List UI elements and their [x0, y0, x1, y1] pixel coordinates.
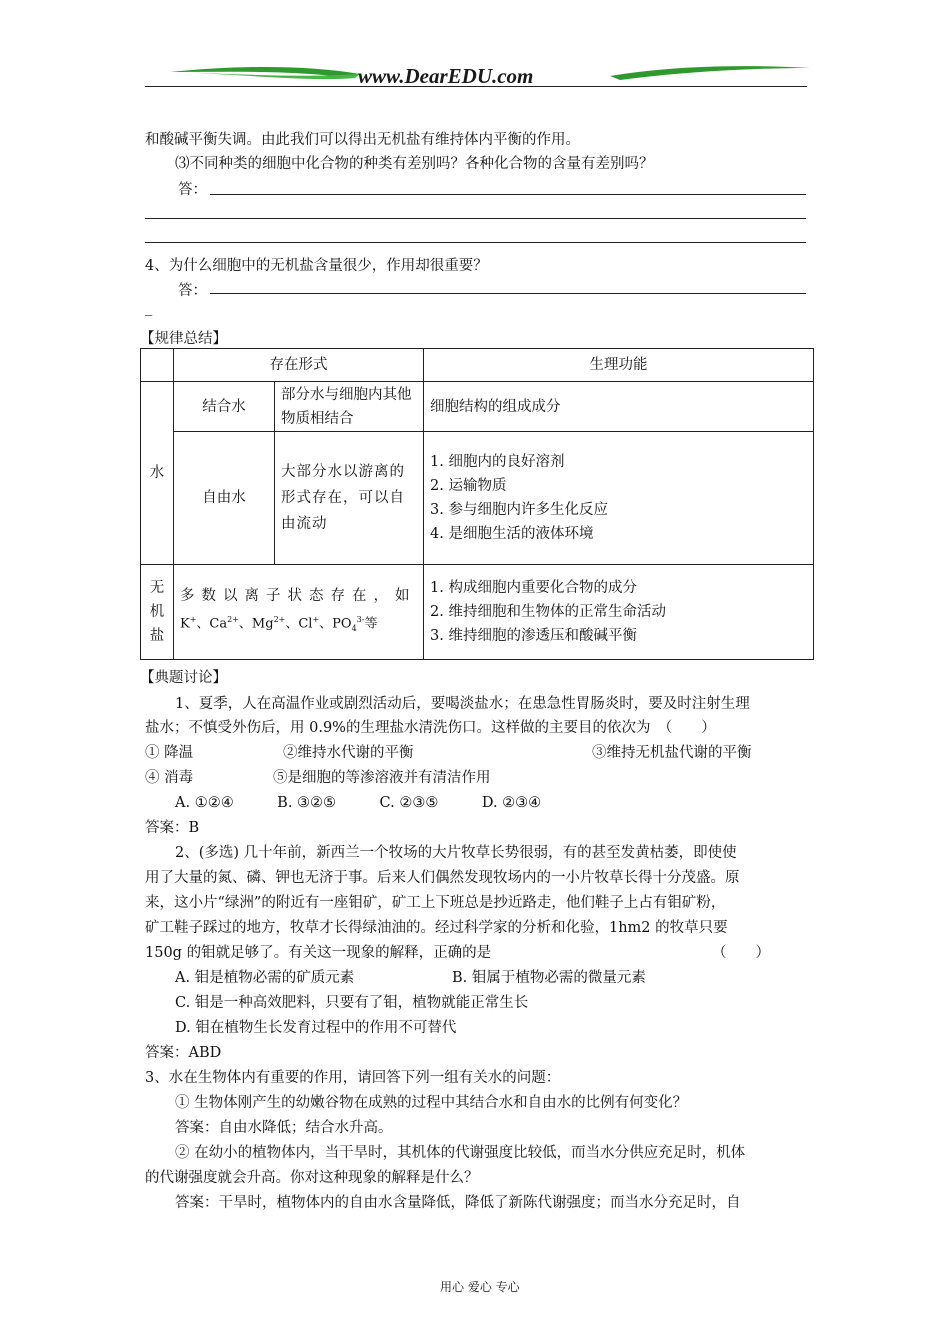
answer-blank-line [145, 218, 806, 219]
col-header-form: 存在形式 [174, 349, 424, 382]
bound-water-label: 结合水 [174, 382, 275, 432]
q3-intro: 3、水在生物体内有重要的作用，请回答下列一组有关水的问题： [145, 1070, 561, 1086]
bound-water-desc: 部分水与细胞内其他物质相结合 [275, 382, 424, 432]
text-line: 和酸碱平衡失调。由此我们可以得出无机盐有维持体内平衡的作用。 [145, 132, 580, 148]
list-item: 2. 维持细胞和生物体的正常生命活动 [430, 604, 666, 620]
col-header-function: 生理功能 [424, 349, 814, 382]
q2-option: B. 钼属于植物必需的微量元素 [452, 970, 646, 986]
q2-paren: （ ） [712, 945, 770, 961]
q2-text: 150g 的钼就足够了。有关这一现象的解释，正确的是 [145, 945, 492, 961]
answer-blank-line [210, 293, 806, 294]
answer-blank-line [145, 242, 806, 243]
list-item: 4. 是细胞生活的液体环境 [430, 526, 594, 542]
q1-option: ⑤是细胞的等渗溶液并有清洁作用 [273, 770, 491, 786]
q1-choices: A. ①②④ B. ③②⑤ C. ②③⑤ D. ②③④ [175, 795, 542, 811]
page-footer: 用心 爱心 专心 [440, 1280, 520, 1294]
summary-table [140, 348, 814, 660]
q2-option: C. 钼是一种高效肥料，只要有了钼，植物就能正常生长 [175, 995, 529, 1011]
list-item: 2. 运输物质 [430, 478, 507, 494]
answer-blank-line [210, 194, 806, 195]
q2-text: 来，这小片“绿洲”的附近有一座钼矿，矿工上下班总是抄近路走，他们鞋子上占有钼矿粉， [145, 895, 726, 911]
q3-part2: 的代谢强度就会升高。你对这种现象的解释是什么？ [145, 1170, 479, 1186]
free-water-desc: 大部分水以游离的形式存在，可以自由流动 [275, 432, 424, 565]
bound-water-function: 细胞结构的组成成分 [424, 382, 814, 432]
q1-option: ②维持水代谢的平衡 [283, 745, 414, 761]
free-water-functions [424, 432, 814, 565]
q2-option: A. 钼是植物必需的矿质元素 [175, 970, 355, 986]
q3-part1: ① 生物体刚产生的幼嫩谷物在成熟的过程中其结合水和自由水的比例有何变化？ [175, 1095, 688, 1111]
list-item: 1. 细胞内的良好溶剂 [430, 454, 565, 470]
question-4: 4、为什么细胞中的无机盐含量很少，作用却很重要？ [145, 258, 488, 274]
answer-label: 答： [178, 283, 207, 299]
header-rule [145, 86, 807, 87]
site-logo-text: www.DearEDU.com [358, 64, 534, 88]
inorganic-salt-functions [424, 565, 814, 660]
list-item: 3. 维持细胞的渗透压和酸碱平衡 [430, 628, 637, 644]
row-label-inorganic-salt: 无 机 盐 [141, 565, 174, 660]
q1-text: 盐水；不慎受外伤后，用 0.9%的生理盐水清洗伤口。这样做的主要目的依次为 （ ） [145, 720, 716, 736]
summary-heading: 【规律总结】 [140, 331, 227, 347]
q2-answer: 答案：ABD [145, 1045, 222, 1061]
q2-text: 用了大量的氮、磷、钾也无济于事。后来人们偶然发现牧场内的一小片牧草长得十分茂盛。原 [145, 870, 740, 886]
q3-part1-answer: 答案：自由水降低；结合水升高。 [175, 1120, 393, 1136]
inorganic-salt-desc: 多数以离子状态存在，如 K+、$Ca^{2+}$、$Mg^{2+}$、Cl+、$PO_4^{3-}$等 [174, 565, 424, 660]
q3-part2-answer: 答案：干旱时，植物体内的自由水含量降低，降低了新陈代谢强度；而当水分充足时，自 [175, 1195, 741, 1211]
question-3: ⑶不同种类的细胞中化合物的种类有差别吗？各种化合物的含量有差别吗？ [175, 156, 654, 172]
table-corner-cell [141, 349, 174, 382]
q1-option: ① 降温 [145, 745, 194, 761]
list-item: 3. 参与细胞内许多生化反应 [430, 502, 608, 518]
row-label-water: 水 [141, 382, 174, 565]
q2-text: 矿工鞋子踩过的地方，牧草才长得绿油油的。经过科学家的分析和化验，1hm2 的牧草只要 [145, 920, 728, 936]
q3-part2: ② 在幼小的植物体内，当干旱时，其机体的代谢强度比较低，而当水分供应充足时，机体 [175, 1145, 746, 1161]
free-water-label: 自由水 [174, 432, 275, 565]
q2-text: 2、(多选) 几十年前，新西兰一个牧场的大片牧草长势很弱，有的甚至发黄枯萎，即使使 [175, 845, 737, 861]
discussion-heading: 【典题讨论】 [140, 670, 227, 686]
q1-option: ③维持无机盐代谢的平衡 [592, 745, 752, 761]
dash-mark: _ [145, 300, 153, 316]
q1-answer: 答案：B [145, 820, 200, 836]
q1-option: ④ 消毒 [145, 770, 194, 786]
ion-list: K+、$Ca^{2+}$、$Mg^{2+}$、Cl+、$PO_4^{3-}$等 [180, 614, 378, 633]
q1-text: 1、夏季，人在高温作业或剧烈活动后，要喝淡盐水；在患急性胃肠炎时，要及时注射生理 [175, 696, 750, 712]
list-item: 1. 构成细胞内重要化合物的成分 [430, 580, 637, 596]
q2-option: D. 钼在植物生长发育过程中的作用不可替代 [175, 1020, 457, 1036]
answer-label: 答： [178, 182, 207, 198]
